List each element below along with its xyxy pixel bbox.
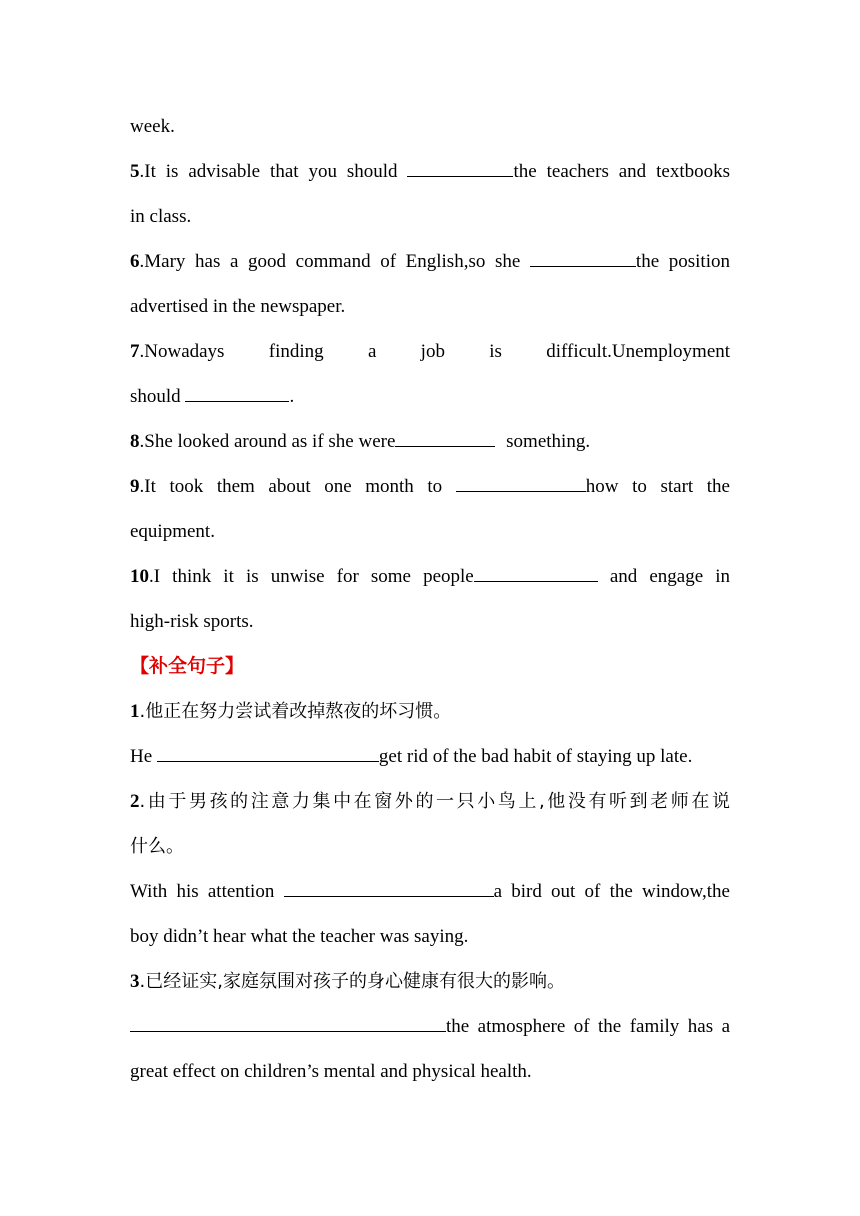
sentence-number: 3: [130, 971, 140, 992]
answer-blank[interactable]: [474, 567, 598, 582]
sentence-1-answer: [130, 734, 730, 779]
sentence-number: 1: [130, 701, 140, 722]
sentence-2-prompt-continuation: [130, 824, 730, 869]
chinese-prompt: .已经证实,家庭氛围对孩子的身心健康有很大的影响。: [139, 971, 565, 992]
question-7: [130, 329, 730, 374]
question-word: difficult.Unemployment: [546, 341, 731, 362]
text: week.: [130, 116, 175, 137]
question-10-continuation: [130, 599, 730, 644]
question-number: 7: [130, 341, 140, 362]
question-6: [130, 239, 730, 284]
answer-blank[interactable]: [407, 162, 513, 177]
question-7-continuation: [130, 374, 730, 419]
question-text: the position: [635, 251, 730, 272]
question-number: 10: [130, 566, 149, 587]
answer-blank[interactable]: [284, 882, 494, 897]
answer-blank[interactable]: [157, 747, 379, 762]
question-text: .It took them about one month to: [139, 476, 456, 497]
question-number: 5: [130, 161, 140, 182]
question-8: [130, 419, 730, 464]
sentence-text: He: [130, 746, 157, 767]
question-text: how to start the: [585, 476, 730, 497]
question-text: equipment.: [130, 521, 215, 542]
chinese-prompt: 什么。: [130, 836, 184, 857]
question-word: a: [367, 341, 377, 362]
answer-blank[interactable]: [456, 477, 586, 492]
sentence-text: a bird out of the window,the: [493, 881, 730, 902]
sentence-3-prompt: [130, 959, 730, 1004]
question-4-continuation: [130, 104, 730, 149]
question-text: .Mary has a good command of English,so she: [139, 251, 530, 272]
question-text: high-risk sports.: [130, 611, 254, 632]
answer-blank[interactable]: [185, 387, 289, 402]
question-word: job: [420, 341, 445, 362]
sentence-3-answer-continuation: [130, 1049, 730, 1094]
chinese-prompt: .由于男孩的注意力集中在窗外的一只小鸟上,他没有听到老师在说: [139, 791, 730, 812]
section-heading-row: [130, 644, 730, 689]
sentence-text: the atmosphere of the family has a: [446, 1016, 730, 1037]
question-text: advertised in the newspaper.: [130, 296, 346, 317]
sentence-text: get rid of the bad habit of staying up late.: [378, 746, 693, 767]
question-number: 6: [130, 251, 140, 272]
question-text: in class.: [130, 206, 192, 227]
question-text: the teachers and textbooks: [513, 161, 730, 182]
question-text: .She looked around as if she were: [139, 431, 396, 452]
section-heading: 【补全句子】: [130, 655, 245, 677]
question-text: something.: [506, 431, 591, 452]
question-word: finding: [268, 341, 324, 362]
question-9: [130, 464, 730, 509]
question-text: .: [289, 386, 295, 407]
question-9-continuation: [130, 509, 730, 554]
question-5: [130, 149, 730, 194]
chinese-prompt: .他正在努力尝试着改掉熬夜的坏习惯。: [139, 701, 452, 722]
worksheet-page: [130, 104, 730, 1094]
question-number: 8: [130, 431, 140, 452]
question-word: .Nowadays: [139, 341, 225, 362]
question-5-continuation: [130, 194, 730, 239]
question-text: and engage in: [609, 566, 730, 587]
sentence-number: 2: [130, 791, 140, 812]
question-text: .It is advisable that you should: [139, 161, 408, 182]
answer-blank[interactable]: [530, 252, 636, 267]
sentence-3-answer: [130, 1004, 730, 1049]
sentence-2-answer-continuation: [130, 914, 730, 959]
question-word: is: [489, 341, 502, 362]
question-text: should: [130, 386, 186, 407]
sentence-2-prompt: [130, 779, 730, 824]
question-number: 9: [130, 476, 140, 497]
question-10: [130, 554, 730, 599]
question-6-continuation: [130, 284, 730, 329]
sentence-text: boy didn’t hear what the teacher was saying.: [130, 926, 469, 947]
answer-blank[interactable]: [395, 432, 495, 447]
answer-blank[interactable]: [130, 1017, 446, 1032]
sentence-text: With his attention: [130, 881, 284, 902]
sentence-2-answer: [130, 869, 730, 914]
sentence-text: great effect on children’s mental and physical health.: [130, 1061, 532, 1082]
sentence-1-prompt: [130, 689, 730, 734]
question-text: .I think it is unwise for some people: [149, 566, 474, 587]
